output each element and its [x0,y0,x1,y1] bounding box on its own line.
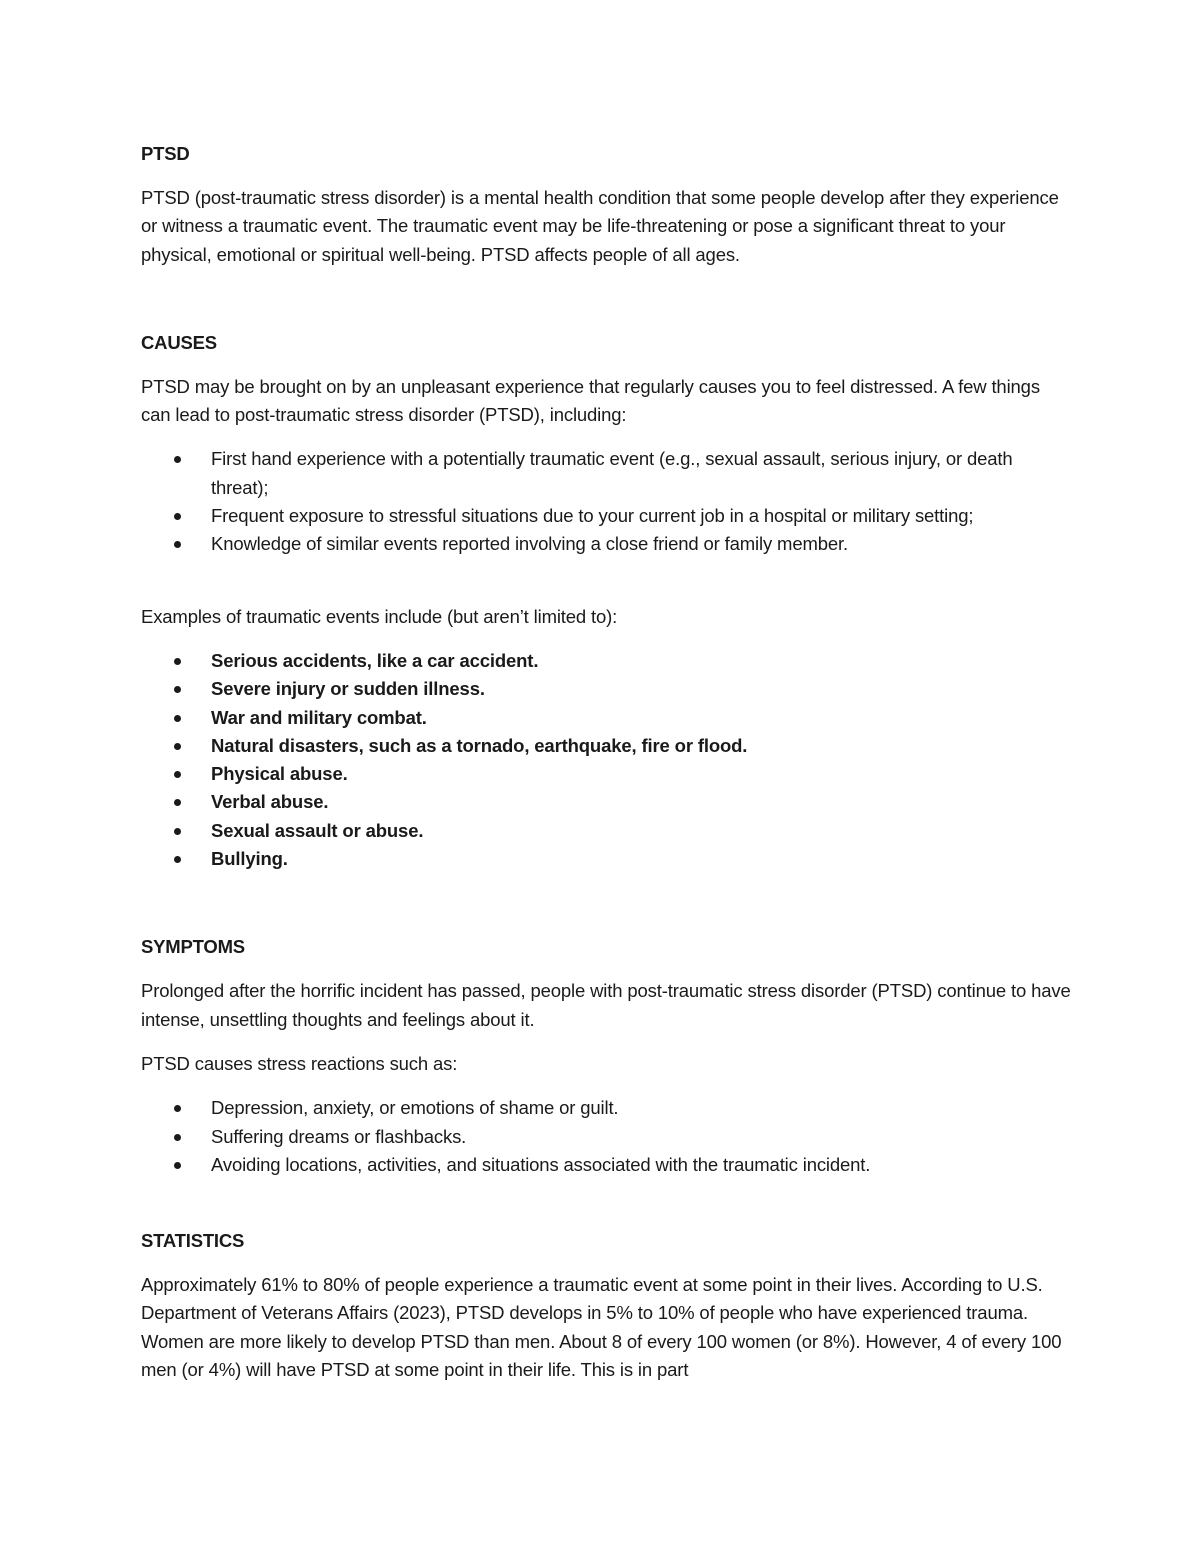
list-item [141,647,1071,675]
symptoms-list [141,1094,1071,1179]
spacer [141,575,1071,603]
list-item-text: First hand experience with a potentially traumatic event (e.g., sexual assault, serious injury, or death threat); [211,448,1013,498]
list-item-text: Depression, anxiety, or emotions of shame or guilt. [211,1097,619,1119]
list-item [141,502,1071,530]
spacer [141,285,1071,329]
spacer [141,889,1071,933]
list-item [141,817,1071,845]
list-item [141,445,1071,502]
bullet-icon [174,715,181,722]
bullet-icon [174,828,181,835]
causes-paragraph: PTSD may be brought on by an unpleasant experience that regularly causes you to feel distressed. A few things can lead to post-traumatic stress disorder (PTSD), including: [141,375,1040,426]
examples-list [141,647,1071,873]
list-item [141,788,1071,816]
bullet-icon [174,1162,181,1169]
list-item-text: War and military combat. [211,706,427,728]
section-heading-ptsd: PTSD [141,143,190,164]
bullet-icon [174,658,181,665]
list-item [141,760,1071,788]
bullet-icon [174,743,181,750]
list-item [141,675,1071,703]
list-item-text: Sexual assault or abuse. [211,819,424,841]
list-item [141,1151,1071,1179]
list-item [141,704,1071,732]
list-item-text: Physical abuse. [211,763,348,785]
examples-intro: Examples of traumatic events include (but aren’t limited to): [141,605,618,627]
list-item [141,845,1071,873]
list-item-text: Verbal abuse. [211,791,329,813]
list-item-text: Bullying. [211,848,288,870]
list-item-text: Severe injury or sudden illness. [211,678,485,700]
document-page [141,140,1071,1400]
ptsd-paragraph: PTSD (post-traumatic stress disorder) is a mental health condition that some people develop after they experience or witness a traumatic event. The traumatic event may be life-threatening or pose a significant threat to your physical, emotional or spiritual well-being. PTSD affects people of all ages. [141,187,1059,265]
list-item-text: Serious accidents, like a car accident. [211,649,539,671]
section-heading-causes: CAUSES [141,331,217,353]
list-item [141,732,1071,760]
bullet-icon [174,541,181,548]
list-item-text: Suffering dreams or flashbacks. [211,1125,467,1147]
bullet-icon [174,1134,181,1141]
bullet-icon [174,771,181,778]
list-item [141,530,1071,558]
list-item [141,1123,1071,1151]
statistics-paragraph: Approximately 61% to 80% of people experience a traumatic event at some point in their lives. According to U.S. Department of Veterans Affairs (2023), PTSD develops in 5% to 10% of people who have experienced trauma. Women are more likely to develop PTSD than men. About 8 of every 100 women (or 8%). However, 4 of every 100 men (or 4%) will have PTSD at some point in their life. This is in part [141,1274,1062,1381]
list-item-text: Natural disasters, such as a tornado, earthquake, fire or flood. [211,734,748,756]
spacer [141,1195,1071,1227]
causes-list [141,445,1071,558]
bullet-icon [174,856,181,863]
list-item-text: Avoiding locations, activities, and situations associated with the traumatic incident. [211,1153,871,1175]
bullet-icon [174,1105,181,1112]
section-heading-symptoms: SYMPTOMS [141,936,245,958]
symptoms-intro: PTSD causes stress reactions such as: [141,1052,458,1074]
bullet-icon [174,799,181,806]
bullet-icon [174,456,181,463]
list-item-text: Knowledge of similar events reported involving a close friend or family member. [211,533,848,555]
list-item [141,1094,1071,1122]
symptoms-paragraph: Prolonged after the horrific incident has passed, people with post-traumatic stress disorder (PTSD) continue to have intense, unsettling thoughts and feelings about it. [141,980,1071,1030]
bullet-icon [174,686,181,693]
section-heading-statistics: STATISTICS [141,1230,245,1252]
list-item-text: Frequent exposure to stressful situations due to your current job in a hospital or military setting; [211,505,974,527]
bullet-icon [174,513,181,520]
